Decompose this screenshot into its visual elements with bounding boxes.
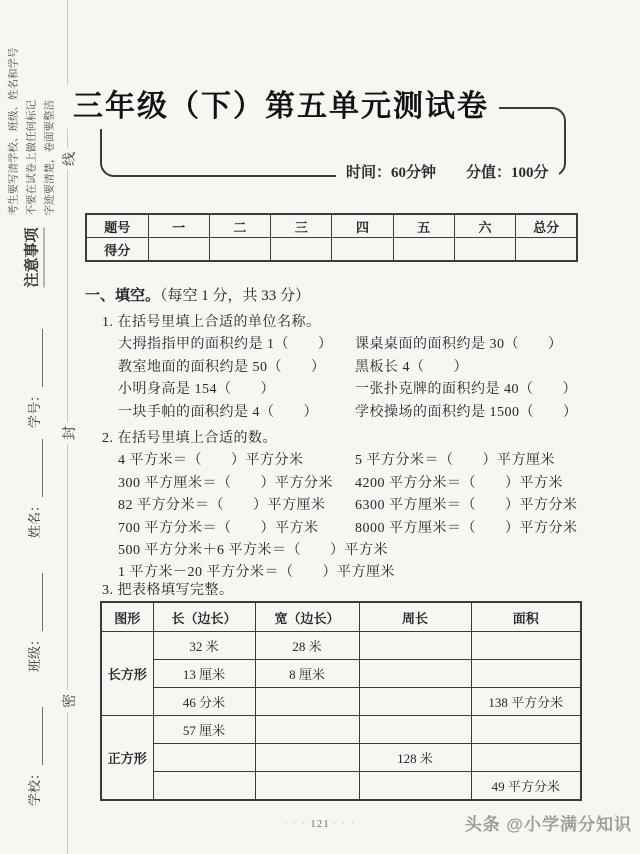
field-student-number	[25, 316, 43, 428]
dim-cell: 49 平方分米	[471, 772, 581, 801]
fill-item: 500 平方分米＋6 平方米＝（ ）平方米	[118, 543, 388, 558]
score-empty-cell	[209, 238, 270, 262]
field-school	[25, 694, 43, 806]
fill-item: 6300 平方厘米＝（ ）平方分米	[355, 498, 578, 514]
watermark-text: 头条 @小学满分知识	[464, 815, 632, 834]
score-col: 一	[148, 214, 209, 238]
dim-cell: 57 厘米	[153, 716, 255, 744]
dim-header: 图形	[101, 602, 153, 632]
notice-line: 字迹要清楚，卷面要整洁	[44, 99, 56, 216]
dim-cell	[359, 660, 471, 688]
notice-lines	[6, 47, 60, 215]
field-label: 班级：	[27, 632, 42, 672]
fill-row	[118, 538, 578, 560]
section-heading	[85, 284, 310, 305]
table-row	[101, 716, 581, 744]
fill-row	[118, 516, 578, 539]
notice-line: 不要在试卷上做任何标记	[26, 99, 38, 216]
dim-cell	[255, 688, 359, 716]
fill-item: 5 平方分米＝（ ）平方厘米	[355, 453, 555, 469]
dim-cell: 46 分米	[153, 688, 255, 716]
score-empty-cell	[271, 238, 332, 262]
table-row	[101, 772, 581, 801]
dim-cell	[359, 688, 471, 716]
score-empty-cell	[148, 238, 209, 262]
page-number: 121	[310, 818, 330, 830]
score-empty-cell	[454, 238, 515, 262]
fill-item: 1 平方米－20 平方分米＝（ ）平方厘米	[118, 565, 395, 580]
page-title: 三年级（下）第五单元测试卷	[0, 85, 562, 129]
field-blank-line	[29, 573, 43, 631]
dim-cell	[359, 632, 471, 660]
score-empty-cell	[393, 238, 454, 262]
fill-item: 82 平方分米＝（ ）平方厘米	[118, 498, 326, 514]
time-label: 时间：60分钟	[346, 165, 437, 181]
notice-title: 注意事项	[21, 227, 45, 287]
question-1-items	[118, 332, 578, 422]
shape-name: 正方形	[101, 716, 153, 801]
fill-row	[118, 355, 578, 378]
dim-cell: 28 米	[255, 632, 359, 660]
seal-char-mi: 密	[60, 690, 82, 712]
dimension-table	[100, 601, 582, 801]
fill-item: 黑板长 4（ ）	[355, 359, 468, 375]
score-col: 六	[454, 214, 515, 238]
score-empty-cell	[332, 238, 393, 262]
shape-name: 长方形	[101, 632, 153, 716]
dim-table-header-row	[101, 602, 581, 632]
table-row	[101, 688, 581, 716]
dim-cell: 32 米	[153, 632, 255, 660]
field-blank-line	[29, 329, 43, 387]
fill-row	[118, 377, 578, 400]
score-label: 分值：100分	[466, 165, 549, 181]
question-3-label: 3. 把表格填写完整。	[102, 583, 234, 598]
dim-cell	[471, 744, 581, 772]
fill-item: 4 平方米＝（ ）平方分米	[118, 453, 304, 469]
question-2-label: 2. 在括号里填上合适的数。	[102, 431, 277, 446]
dim-cell: 8 厘米	[255, 660, 359, 688]
exam-meta	[336, 163, 559, 183]
field-name	[25, 426, 43, 538]
section-heading-note: （每空 1 分，共 33 分）	[160, 288, 311, 304]
section-heading-main: 一、填空。	[85, 288, 161, 304]
fill-row	[118, 471, 578, 494]
fill-item: 课桌桌面的面积约是 30（ ）	[355, 337, 563, 353]
notice-block	[4, 23, 62, 288]
fill-row	[118, 493, 578, 516]
dim-cell	[471, 632, 581, 660]
score-col: 二	[209, 214, 270, 238]
dim-cell: 128 米	[359, 744, 471, 772]
dim-cell	[359, 716, 471, 744]
dim-cell	[359, 772, 471, 801]
score-col: 五	[393, 214, 454, 238]
score-col: 总分	[516, 214, 577, 238]
question-2-items	[118, 448, 578, 582]
fill-item: 700 平方分米＝（ ）平方米	[118, 520, 319, 536]
field-blank-line	[29, 439, 43, 497]
dim-header: 宽（边长）	[255, 602, 359, 632]
field-label: 姓名：	[27, 498, 42, 538]
seal-char-xian: 线	[60, 148, 82, 170]
dim-header: 周长	[359, 602, 471, 632]
dim-cell: 13 厘米	[153, 660, 255, 688]
fill-row	[118, 332, 578, 355]
notice-line: 考生要写清学校、班级、姓名和学号	[8, 47, 20, 216]
table-row	[101, 632, 581, 660]
dim-cell	[255, 772, 359, 801]
dim-cell	[153, 772, 255, 801]
score-col: 四	[332, 214, 393, 238]
fill-row	[118, 448, 578, 471]
dim-cell	[255, 716, 359, 744]
score-table-score-row	[86, 238, 577, 262]
fill-item: 教室地面的面积约是 50（ ）	[118, 359, 326, 375]
score-empty-cell	[516, 238, 577, 262]
dim-header: 面积	[471, 602, 581, 632]
fill-item: 300 平方厘米＝（ ）平方分米	[118, 475, 333, 491]
table-row	[101, 660, 581, 688]
table-row	[101, 744, 581, 772]
field-class	[25, 560, 43, 672]
fill-row	[118, 400, 578, 423]
dim-cell	[471, 660, 581, 688]
score-col: 三	[271, 214, 332, 238]
fill-item: 8000 平方厘米＝（ ）平方分米	[355, 520, 578, 536]
fill-item: 一张扑克牌的面积约是 40（ ）	[355, 382, 577, 398]
page-number-dots: · · ·	[284, 819, 307, 828]
dim-cell: 138 平方分米	[471, 688, 581, 716]
seal-char-feng: 封	[60, 422, 82, 444]
fill-item: 学校操场的面积约是 1500（ ）	[355, 404, 578, 420]
score-header-cell: 题号	[86, 214, 148, 238]
dim-header: 长（边长）	[153, 602, 255, 632]
page-number-dots: · · ·	[333, 819, 356, 828]
fill-item: 小明身高是 154（ ）	[118, 382, 275, 398]
fill-item: 4200 平方分米＝（ ）平方米	[355, 475, 563, 491]
fill-item: 大拇指指甲的面积约是 1（ ）	[118, 337, 333, 353]
dim-cell	[153, 744, 255, 772]
score-table	[85, 213, 578, 262]
fill-item: 一块手帕的面积约是 4（ ）	[118, 404, 318, 420]
dim-cell	[255, 744, 359, 772]
score-table-header-row	[86, 214, 577, 238]
field-label: 学校：	[27, 766, 42, 806]
dim-cell	[471, 716, 581, 744]
question-1-label: 1. 在括号里填上合适的单位名称。	[102, 315, 321, 330]
field-label: 学号：	[27, 388, 42, 428]
field-blank-line	[29, 707, 43, 765]
score-row-label: 得分	[86, 238, 148, 262]
